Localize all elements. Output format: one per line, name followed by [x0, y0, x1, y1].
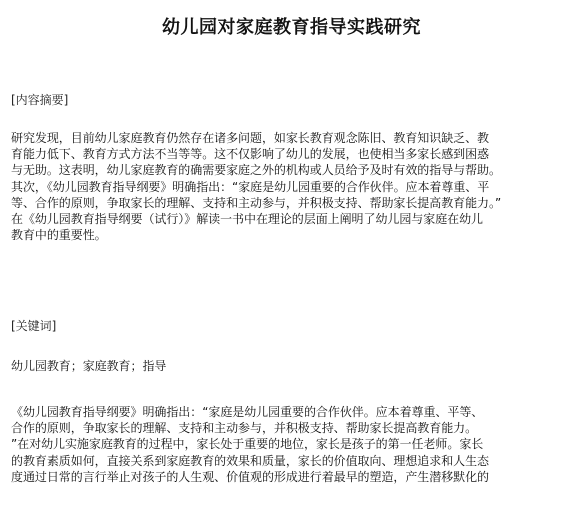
body-line: ”在对幼儿实施家庭教育的过程中，家长处于重要的地位，家长是孩子的第一任老师。家长 — [11, 437, 484, 452]
abstract-paragraph — [11, 130, 573, 243]
keywords-text — [11, 358, 573, 374]
abstract-line: 在《幼儿园教育指导纲要（试行）》解读一书中在理论的层面上阐明了幼儿园与家庭在幼儿 — [11, 212, 484, 227]
body-paragraph — [11, 404, 573, 485]
body-line: 度通过日常的言行举止对孩子的人生观、价值观的形成进行着最早的塑造，产生潜移默化的 — [11, 469, 490, 484]
abstract-line: 其次，《幼儿园教育指导纲要》明确指出：“家庭是幼儿园重要的合作伙伴。应本着尊重、平 — [11, 179, 490, 194]
abstract-line: 教育中的重要性。 — [11, 228, 107, 243]
keywords-line: 幼儿园教育；家庭教育；指导 — [11, 359, 167, 373]
document-title: 幼儿园对家庭教育指导实践研究 — [162, 17, 421, 38]
abstract-line: 等、合作的原则，争取家长的理解、支持和主动参与，并积极支持、帮助家长提高教育能力。” — [11, 195, 502, 210]
keywords-label: [关键词] — [11, 319, 57, 333]
body-line: 的教育素质如何，直接关系到家庭教育的效果和质量，家长的价值取向、理想追求和人生态 — [11, 453, 490, 468]
abstract-label: [内容摘要] — [11, 93, 69, 107]
abstract-line: 研究发现，目前幼儿家庭教育仍然存在诸多问题，如家长教育观念陈旧、教育知识缺乏、教 — [11, 131, 490, 145]
body-line: 合作的原则，争取家长的理解、支持和主动参与，并积极支持、帮助家长提高教育能力。 — [11, 421, 478, 436]
body-line: 《幼儿园教育指导纲要》明确指出：“家庭是幼儿园重要的合作伙伴。应本着尊重、平等、 — [11, 405, 484, 419]
abstract-line: 与无助。这表明，幼儿家庭教育的确需要家庭之外的机构或人员给予及时有效的指导与帮助。 — [11, 163, 501, 178]
abstract-line: 育能力低下、教育方式方法不当等等。这不仅影响了幼儿的发展，也使相当多家长感到困惑 — [11, 147, 490, 162]
